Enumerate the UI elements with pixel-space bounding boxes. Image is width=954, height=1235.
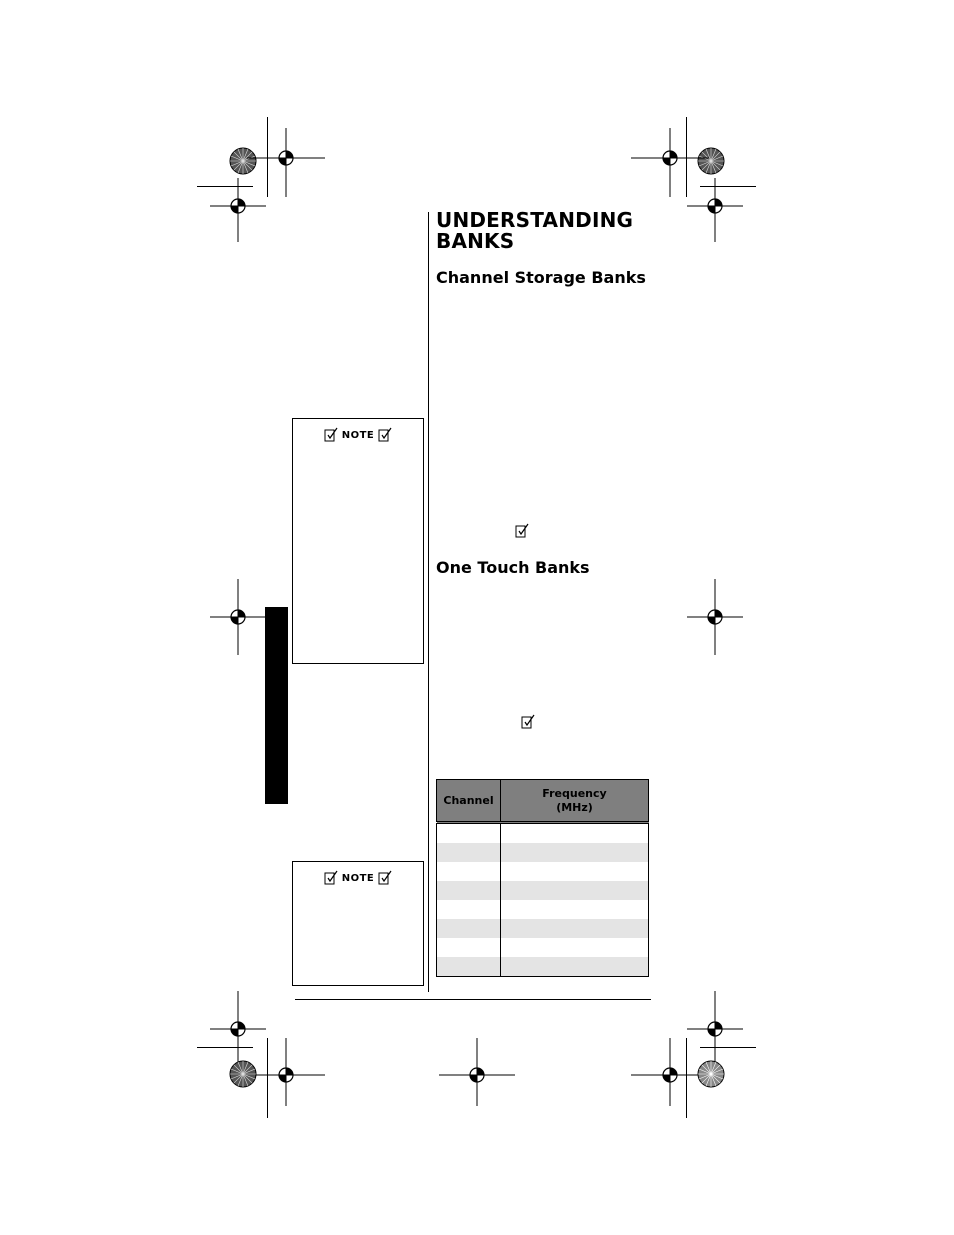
note-label: NOTE (341, 429, 375, 441)
table-row (437, 843, 649, 862)
note-check-icon (515, 523, 529, 539)
page-title: UNDERSTANDING BANKS (436, 208, 634, 253)
crosshair-icon (210, 178, 266, 242)
column-header-channel: Channel (437, 780, 501, 823)
table-row (437, 938, 649, 957)
table-row (437, 957, 649, 977)
note-box (292, 861, 424, 986)
heading-one-touch-banks: One Touch Banks (436, 558, 590, 577)
section-tab (265, 607, 288, 804)
table-row (437, 862, 649, 881)
crosshair-icon (687, 579, 743, 655)
column-header-frequency: Frequency (MHz) (501, 780, 649, 823)
column-divider (428, 212, 429, 992)
note-check-icon (324, 427, 338, 443)
note-check-icon (521, 714, 535, 730)
table-row (437, 881, 649, 900)
crosshair-icon (247, 1038, 325, 1106)
table-row (437, 823, 649, 844)
table-row (437, 919, 649, 938)
note-check-icon (378, 427, 392, 443)
crosshair-icon (687, 178, 743, 242)
starburst-icon (697, 1060, 725, 1088)
note-label: NOTE (341, 872, 375, 884)
note-check-icon (378, 870, 392, 886)
crosshair-icon (439, 1038, 515, 1106)
note-check-icon (324, 870, 338, 886)
channel-frequency-table (436, 779, 649, 977)
heading-channel-storage-banks: Channel Storage Banks (436, 268, 646, 287)
note-box (292, 418, 424, 664)
crosshair-icon (210, 579, 266, 655)
footer-rule (295, 999, 651, 1000)
starburst-icon (229, 1060, 257, 1088)
table-row (437, 900, 649, 919)
